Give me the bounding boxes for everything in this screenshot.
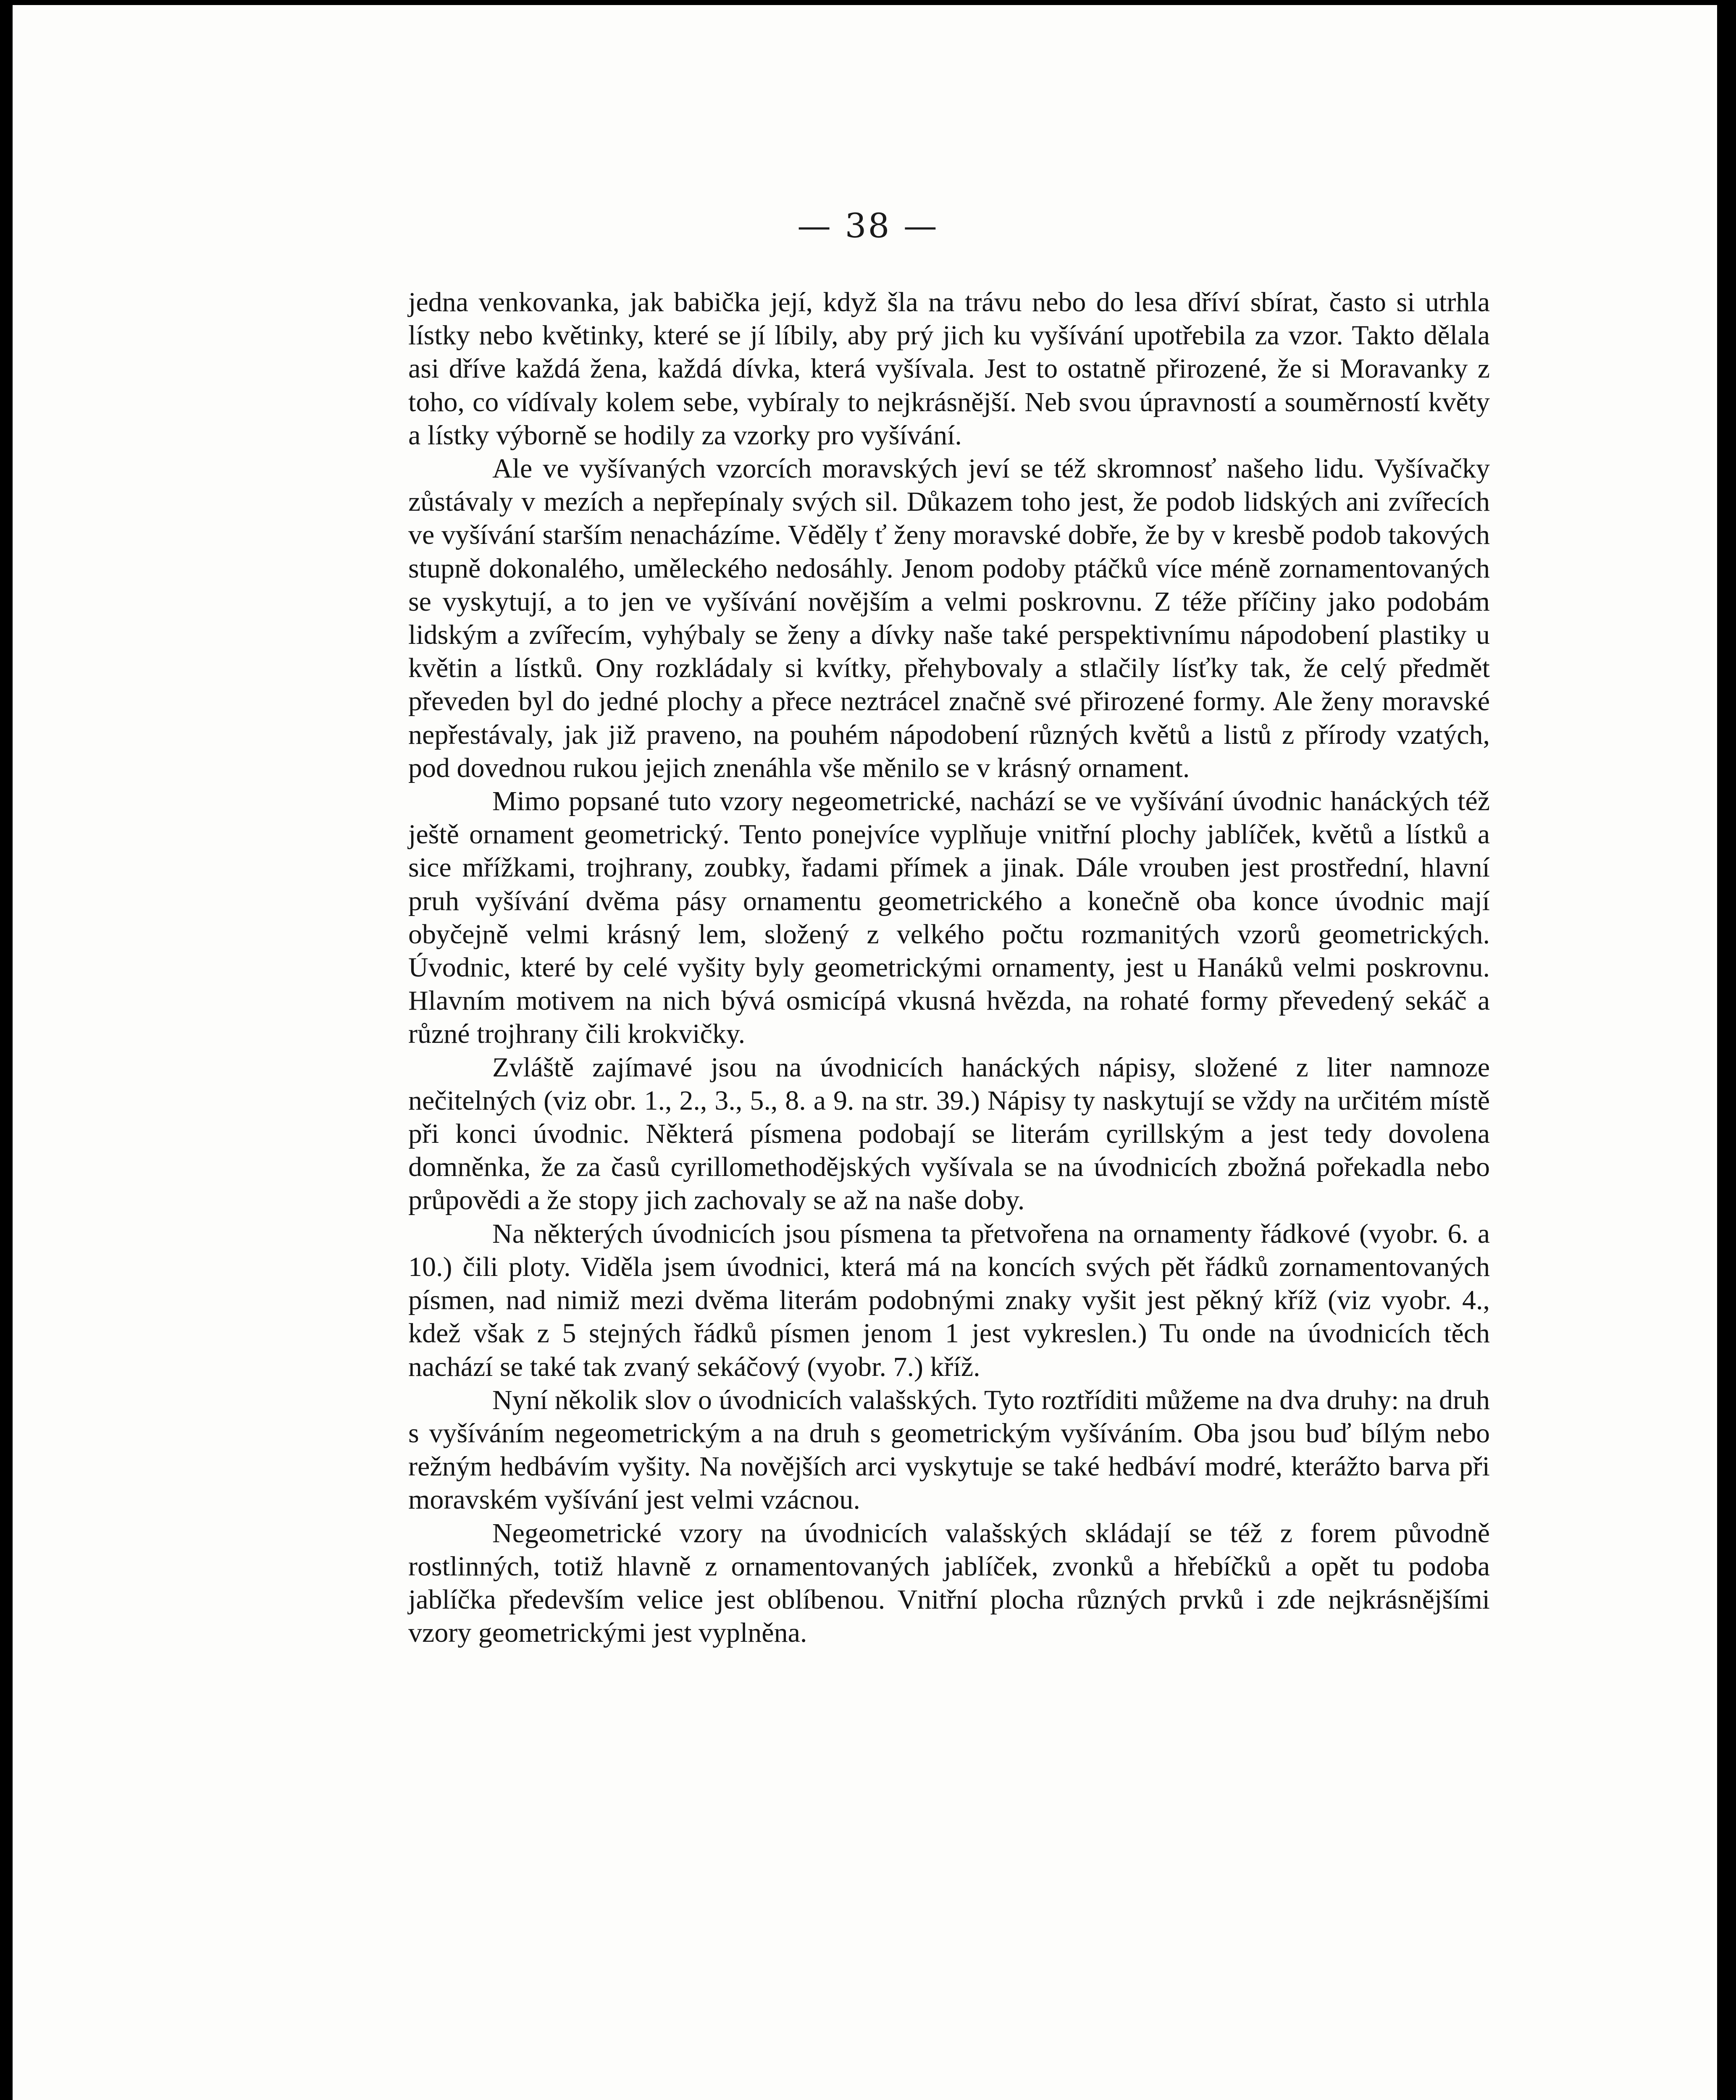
paragraph-7: Negeometrické vzory na úvodnicích valašských skládají se též z forem původně rostlinných, totiž hlavně z ornamentovaných jablíček, zvonků a hřebíčků a opět tu podoba jablíčka především velice jest oblíbenou. Vnitřní plocha různých prvků i zde nejkrásnějšími vzory geometrickými jest vyplněna. — [408, 1517, 1490, 1648]
paragraph-5: Na některých úvodnicích jsou písmena ta přetvořena na ornamenty řádkové (vyobr. 6. a 10.) čili ploty. Viděla jsem úvodnici, která má na koncích svých pět řádků zornamentovaných písmen, nad nimiž mezi dvěma literám podobnými znaky vyšit jest pěkný kříž (viz vyobr. 4., kdež však z 5 stejných řádků písmen jenom 1 jest vykreslen.) Tu onde na úvodnicích těch nachází se také tak zvaný sekáčový (vyobr. 7.) kříž. — [408, 1218, 1490, 1382]
body-text — [408, 286, 1490, 1649]
page-number: — 38 — — [797, 206, 939, 245]
paragraph-4: Zvláště zajímavé jsou na úvodnicích hanáckých nápisy, složené z liter namnoze nečitelných (viz obr. 1., 2., 3., 5., 8. a 9. na str. 39.) Nápisy ty naskytují se vždy na určitém místě při konci úvodnic. Některá písmena podobají se literám cyrillským a jest tedy dovolena domněnka, že za časů cyrillomethodějských vyšívala se na úvodnicích zbožná pořekadla nebo průpovědi a že stopy jich zachovaly se až na naše doby. — [408, 1052, 1490, 1216]
paragraph-6: Nyní několik slov o úvodnicích valašských. Tyto roztříditi můžeme na dva druhy: na druh s vyšíváním negeometrickým a na druh s geometrickým vyšíváním. Oba jsou buď bílým nebo režným hedbávím vyšity. Na novějších arci vyskytuje se také hedbáví modré, kterážto barva při moravském vyšívání jest velmi vzácnou. — [408, 1384, 1490, 1515]
paragraph-1: jedna venkovanka, jak babička její, když šla na trávu nebo do lesa dříví sbírat, často si utrhla lístky nebo květinky, které se jí líbily, aby prý jich ku vyšívání upotřebila za vzor. Takto dělala asi dříve každá žena, každá dívka, která vyšívala. Jest to ostatně přirozené, že si Moravanky z toho, co vídívaly kolem sebe, vybíraly to nejkrásnější. Neb svou úpravností a souměrností květy a lístky výborně se hodily za vzorky pro vyšívání. — [408, 287, 1490, 451]
paragraph-3: Mimo popsané tuto vzory negeometrické, nachází se ve vyšívání úvodnic hanáckých též ještě ornament geometrický. Tento ponejvíce vyplňuje vnitřní plochy jablíček, květů a lístků a sice mřížkami, trojhrany, zoubky, řadami přímek a jinak. Dále vrouben jest prostřední, hlavní pruh vyšívání dvěma pásy ornamentu geometrického a konečně oba konce úvodnic mají obyčejně velmi krásný lem, složený z velkého počtu rozmanitých vzorů geometrických. Úvodnic, které by celé vyšity byly geometrickými ornamenty, jest u Hanáků velmi poskrovnu. Hlavním motivem na nich bývá osmicípá vkusná hvězda, na rohaté formy převedený sekáč a různé trojhrany čili krokvičky. — [408, 786, 1490, 1050]
paragraph-2: Ale ve vyšívaných vzorcích moravských jeví se též skromnosť našeho lidu. Vyšívačky zůstávaly v mezích a nepřepínaly svých sil. Důkazem toho jest, že podob lidských ani zvířecích ve vyšívání starším nenacházíme. Věděly ť ženy moravské dobře, že by v kresbě podob takových stupně dokonalého, uměleckého nedosáhly. Jenom podoby ptáčků více méně zornamentovaných se vyskytují, a to jen ve vyšívání novějším a velmi poskrovnu. Z téže příčiny jako podobám lidským a zvířecím, vyhýbaly se ženy a dívky naše také perspektivnímu nápodobení plastiky u květin a lístků. Ony rozkládaly si kvítky, přehybovaly a stlačily lísťky tak, že celý předmět převeden byl do jedné plochy a přece neztrácel značně své přirozené formy. Ale ženy moravské nepřestávaly, jak již praveno, na pouhém nápodobení různých květů a listů z přírody vzatých, pod dovednou rukou jejich znenáhla vše měnilo se v krásný ornament. — [408, 453, 1490, 783]
